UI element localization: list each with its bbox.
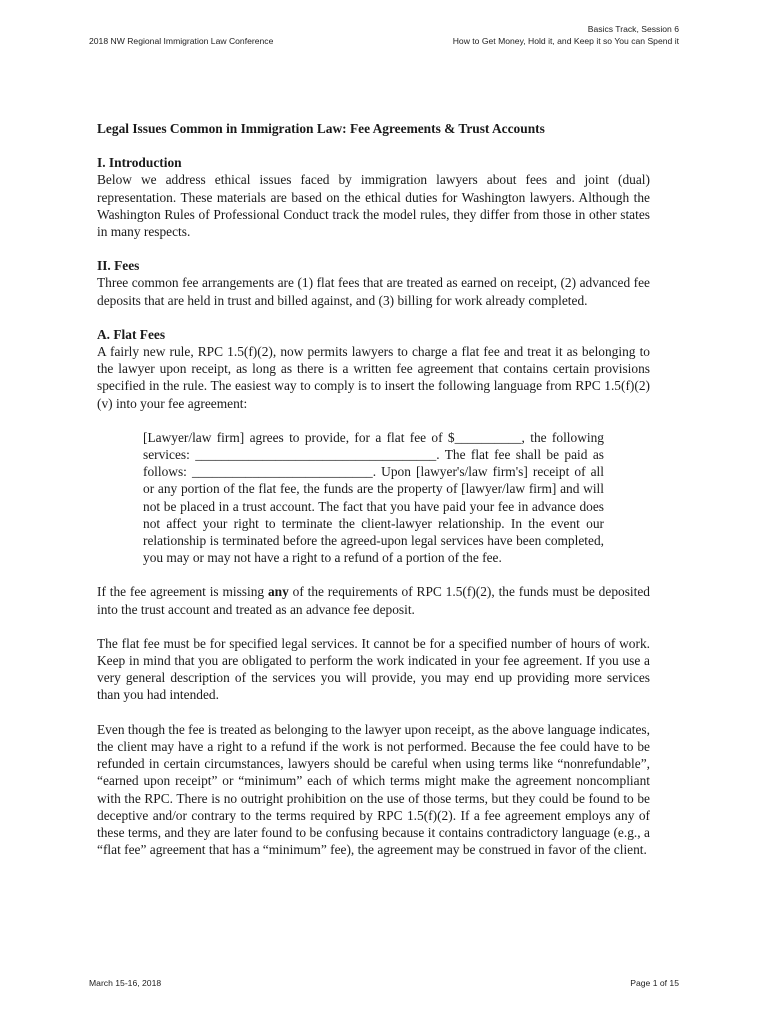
footer-page-number: Page 1 of 15	[630, 978, 679, 988]
paragraph-introduction: Below we address ethical issues faced by immigration lawyers about fees and joint (dual) representation. These materials are based on the ethical duties for Washington lawyers. Although the Washington Rules of Professional Conduct track the model rules, they differ from those in other states in many respects.	[97, 172, 650, 240]
paragraph-fees: Three common fee arrangements are (1) flat fees that are treated as earned on receipt, (2) advanced fee deposits that are held in trust and billed against, and (3) billing for work already completed.	[97, 275, 650, 308]
header-session-title: How to Get Money, Hold it, and Keep it so You can Spend it	[452, 36, 679, 46]
section-heading-introduction: I. Introduction	[97, 155, 182, 171]
paragraph-flat-fees: A fairly new rule, RPC 1.5(f)(2), now permits lawyers to charge a flat fee and treat it as belonging to the lawyer upon receipt, as long as there is a written fee agreement that contains certain provisions specified in the rule. The easiest way to comply is to insert the following language from RPC 1.5(f)(2)(v) into your fee agreement:	[97, 344, 650, 411]
missing-text-post: of the requirements of RPC 1.5(f)(2), the funds must be deposited into the trust account and treated as an advance fee deposit.	[97, 584, 650, 617]
document-body	[97, 120, 650, 858]
footer-date: March 15-16, 2018	[89, 978, 162, 988]
quoted-fee-agreement-language: [Lawyer/law firm] agrees to provide, for a flat fee of $__________, the following services: ____________________________________. The flat fee shall be paid as follows: ___________________________. Upon [lawyer's/law firm's] receipt of all or any portion of the flat fee, the funds are the property of [lawyer/law firm] and will not be placed in a trust account. The fact that you have paid your fee in advance does not affect your right to terminate the client-lawyer relationship. In the event our relationship is terminated before the agreed-upon legal services have been completed, you may or may not have a right to a refund of a portion of the fee.	[143, 429, 604, 566]
section-heading-fees: II. Fees	[97, 258, 140, 274]
paragraph-specified-services: The flat fee must be for specified legal services. It cannot be for a specified number of hours of work. Keep in mind that you are obligated to perform the work indicated in your fee agreement. If you use a very general description of the services you will provide, you may end up providing more services than you had intended.	[97, 635, 650, 703]
header-track: Basics Track, Session 6	[587, 24, 679, 34]
missing-text-pre: If the fee agreement is missing	[97, 584, 268, 600]
header-conference: 2018 NW Regional Immigration Law Conference	[89, 36, 274, 46]
paragraph-missing-requirements	[97, 583, 650, 617]
missing-text-emphasis: any	[267, 584, 289, 600]
paragraph-refund: Even though the fee is treated as belonging to the lawyer upon receipt, as the above language indicates, the client may have a right to a refund if the work is not performed. Because the fee could have to be refunded in certain circumstances, lawyers should be careful when using terms like “nonrefundable”, “earned upon receipt” or “minimum” each of which terms might make the agreement noncompliant with the RPC. There is no outright prohibition on the use of those terms, but they could be found to be deceptive and/or contrary to the terms required by RPC 1.5(f)(2). If a fee agreement employs any of these terms, and they are later found to be confusing because it contains contradictory language (e.g., a “flat fee” agreement that has a “minimum” fee), the agreement may be construed in favor of the client.	[97, 721, 650, 858]
document-title: Legal Issues Common in Immigration Law: Fee Agreements & Trust Accounts	[97, 121, 545, 136]
header-session	[453, 23, 679, 47]
section-heading-flat-fees: A. Flat Fees	[97, 326, 166, 342]
